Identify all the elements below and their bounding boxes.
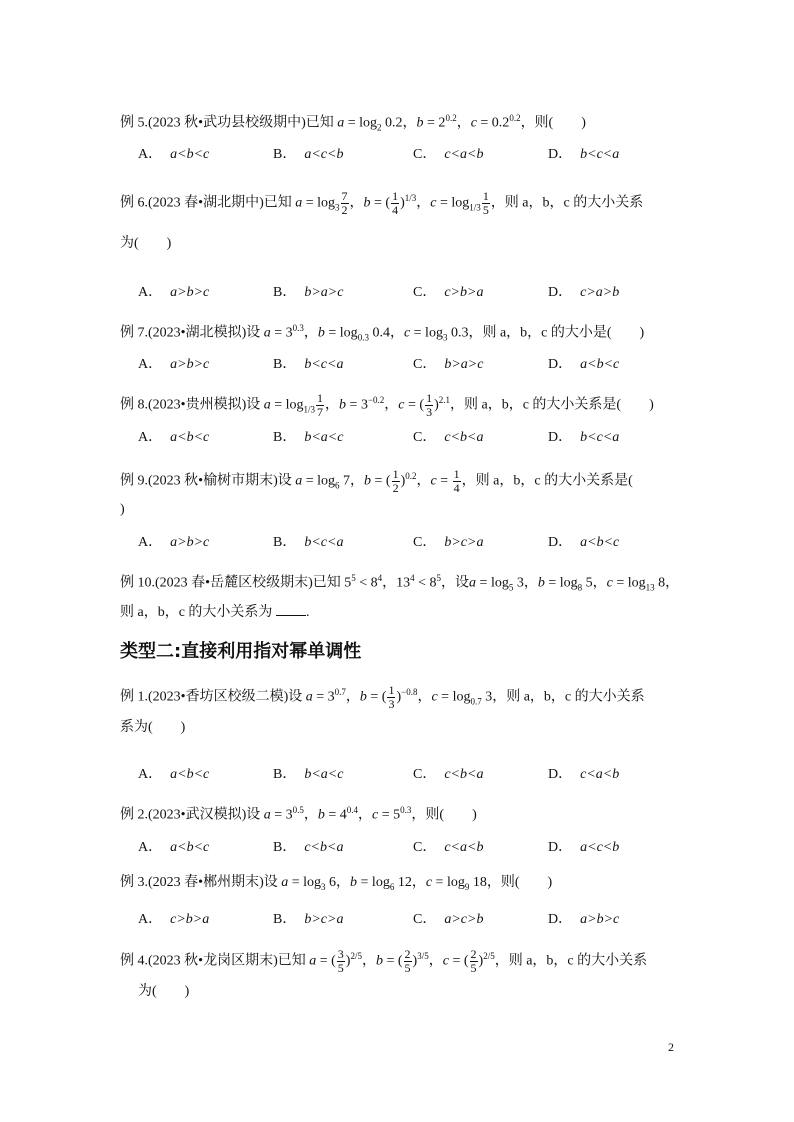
- option-d[interactable]: D． c<a<b: [548, 767, 620, 782]
- question-t2-e4-wrap: 为( ): [138, 984, 190, 999]
- option-c[interactable]: C． c<a<b: [413, 840, 484, 855]
- question-t2-e4: 例 4.(2023 秋•龙岗区期末)已知 a = ( $\frac{3}{5}$ )$^{2/5}$，b = ( $\frac{2}{5}$ )$^{3/5}$，c = ( $\frac{2}{5}$ )$^{2/5}$，则 a，b，c 的大小关系: [120, 946, 648, 975]
- question-e5: 例 5.(2023 秋•武功县校级期中)已知 $a = \log_2 0.2$，$b = 2^{0.2}$，$c = 0.2^{0.2}$，则( ): [120, 113, 586, 133]
- option-d[interactable]: D． a<c<b: [548, 840, 620, 855]
- question-e10: 例 10.(2023 春•岳麓区校级期末)已知 $5^5 < 8^4$，$13^4 < 8^5$，设$a = \log_5 3$，$b = \log_8 5$，$c = \log_{13} 8$，: [120, 573, 680, 593]
- option-b[interactable]: B． b<a<c: [273, 430, 344, 445]
- option-a[interactable]: A． c>b>a: [138, 912, 210, 927]
- option-d[interactable]: D． a<b<c: [548, 357, 620, 372]
- option-c[interactable]: C． b>a>c: [413, 357, 484, 372]
- option-c[interactable]: C． c<a<b: [413, 147, 484, 162]
- option-d[interactable]: D． b<c<a: [548, 430, 620, 445]
- question-t2-e2: 例 2.(2023•武汉模拟)设 $a = 3^{0.5}$，$b = 4^{0.4}$，$c = 5^{0.3}$，则( ): [120, 805, 477, 823]
- option-b[interactable]: B． b<a<c: [273, 767, 344, 782]
- option-a[interactable]: A． a>b>c: [138, 357, 210, 372]
- option-c[interactable]: C． c<b<a: [413, 430, 484, 445]
- option-a[interactable]: A． a<b<c: [138, 767, 210, 782]
- option-d[interactable]: D． b<c<a: [548, 147, 620, 162]
- option-d[interactable]: D． a<b<c: [548, 535, 620, 550]
- option-a[interactable]: A． a<b<c: [138, 430, 210, 445]
- option-b[interactable]: B． b>c>a: [273, 912, 344, 927]
- question-e9: 例 9.(2023 秋•榆树市期末)设 $a = \log_6 7$，b = ( $\frac{1}{2}$ )$^{0.2}$，c = $\frac{1}{4}$ ，则 a，b，c 的大小关系是(: [120, 466, 633, 495]
- page-number: 2: [668, 1040, 674, 1054]
- section-title: 类型二:直接利用指对幂单调性: [120, 641, 362, 662]
- option-a[interactable]: A． a<b<c: [138, 840, 210, 855]
- option-c[interactable]: C． b>c>a: [413, 535, 484, 550]
- option-c[interactable]: C． c<b<a: [413, 767, 484, 782]
- option-c[interactable]: C． c>b>a: [413, 285, 484, 300]
- question-e6-wrap: 为( ): [120, 236, 172, 251]
- option-a[interactable]: A． a>b>c: [138, 535, 210, 550]
- option-d[interactable]: D． a>b>c: [548, 912, 620, 927]
- question-e8: 例 8.(2023•贵州模拟)设 $a = \log_{1/3}$ $\frac{1}{7}$ ，$b = 3^{-0.2}$，c = ( $\frac{1}{3}$ )$^{2.1}$，则 a，b，c 的大小关系是( ): [120, 390, 654, 419]
- option-a[interactable]: A． a<b<c: [138, 147, 210, 162]
- question-t2-e1-wrap: 系为( ): [120, 720, 186, 735]
- question-e6: 例 6.(2023 春•湖北期中)已知 $a = \log_3$ $\frac{7}{2}$ ，b = ( $\frac{1}{4}$ )$^{1/3}$，$c = \log_{1/3}$ $\frac{1}{5}$ ，则 a，b，c 的大小关系: [120, 188, 644, 217]
- option-b[interactable]: B． b<c<a: [273, 535, 344, 550]
- option-b[interactable]: B． c<b<a: [273, 840, 344, 855]
- answer-blank[interactable]: [276, 603, 306, 616]
- question-e10-wrap: 则 a，b，c 的大小关系为 .: [120, 605, 310, 620]
- option-d[interactable]: D． c>a>b: [548, 285, 620, 300]
- option-b[interactable]: B． b>a>c: [273, 285, 344, 300]
- option-c[interactable]: C． a>c>b: [413, 912, 484, 927]
- question-t2-e1: 例 1.(2023•香坊区校级二模)设 $a = 3^{0.7}$，b = ( $\frac{1}{3}$ )$^{-0.8}$，$c = \log_{0.7} 3$，则 a，b，c 的大小关系: [120, 682, 645, 711]
- option-a[interactable]: A． a>b>c: [138, 285, 210, 300]
- question-e7: 例 7.(2023•湖北模拟)设 $a = 3^{0.3}$，$b = \log_{0.3} 0.4$，$c = \log_3 0.3$，则 a，b，c 的大小是( ): [120, 323, 645, 343]
- option-b[interactable]: B． a<c<b: [273, 147, 344, 162]
- option-b[interactable]: B． b<c<a: [273, 357, 344, 372]
- question-e9-wrap: ): [120, 502, 125, 517]
- question-t2-e3: 例 3.(2023 春•郴州期末)设 $a = \log_3 6$，$b = \log_6 12$，$c = \log_9 18$，则( ): [120, 875, 553, 892]
